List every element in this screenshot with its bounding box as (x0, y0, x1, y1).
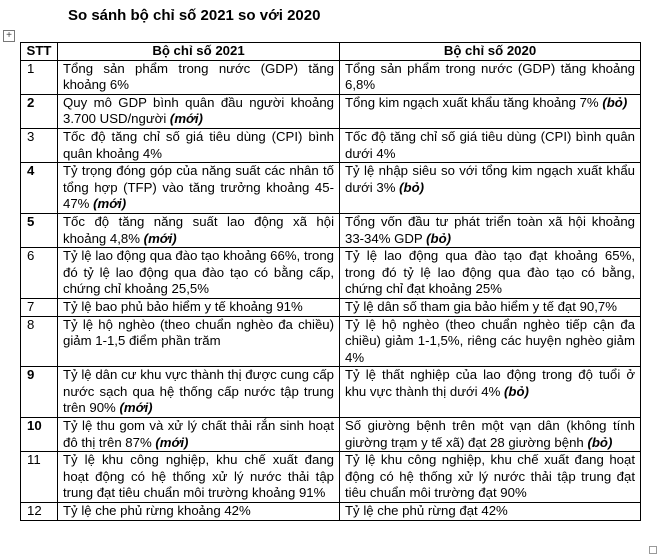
indicator-2020 (340, 94, 641, 128)
indicator-text: Tỷ lệ thất nghiệp của lao động trong độ tuổi ở khu vực thành thị dưới 4% (345, 367, 635, 399)
row-stt: 12 (21, 503, 58, 521)
indicator-2020 (340, 60, 641, 94)
row-stt: 4 (21, 163, 58, 214)
indicator-2021 (58, 248, 340, 299)
indicator-2021 (58, 163, 340, 214)
status-tag: (bỏ) (399, 179, 425, 195)
indicator-2021 (58, 213, 340, 247)
indicator-text: Tỷ lệ nhập siêu so với tổng kim ngạch xuất khẩu dưới 3% (345, 163, 635, 195)
indicator-2020 (340, 367, 641, 418)
indicator-text: Tốc độ tăng năng suất lao động xã hội khoảng 4,8% (63, 213, 334, 246)
table-row (21, 128, 641, 162)
indicator-text: Tỷ lệ thu gom và xử lý chất thải rắn sinh hoạt đô thị trên 87% (63, 418, 334, 450)
indicator-2020 (340, 503, 641, 521)
row-stt: 3 (21, 128, 58, 162)
indicator-text: Tổng vốn đầu tư phát triển toàn xã hội khoảng 33-34% GDP (345, 213, 635, 246)
table-row (21, 367, 641, 418)
table-row (21, 298, 641, 316)
row-stt: 9 (21, 367, 58, 418)
status-tag: (bỏ) (587, 434, 613, 450)
indicator-text: Tỷ lệ khu công nghiệp, khu chế xuất đang hoạt động có hệ thống xử lý nước thải tập trung đạt tiêu chuẩn môi trường khoảng 91% (63, 452, 334, 501)
indicator-2020 (340, 298, 641, 316)
status-tag: (mới) (119, 400, 153, 416)
row-stt: 11 (21, 452, 58, 503)
indicator-2021 (58, 94, 340, 128)
indicator-2021 (58, 452, 340, 503)
header-stt: STT (21, 43, 58, 61)
table-header-row (21, 43, 641, 61)
table-move-handle-icon[interactable]: + (3, 30, 15, 42)
table-resize-handle-icon[interactable] (649, 546, 657, 554)
status-tag: (bỏ) (602, 94, 628, 110)
row-stt: 5 (21, 213, 58, 247)
status-tag: (bỏ) (426, 230, 452, 246)
status-tag: (mới) (143, 230, 177, 246)
status-tag: (mới) (155, 434, 189, 450)
table-row (21, 248, 641, 299)
indicator-2020 (340, 163, 641, 214)
indicator-text: Tỷ lệ che phủ rừng khoảng 42% (63, 503, 251, 519)
status-tag: (bỏ) (504, 383, 529, 399)
indicator-text: Tỷ lệ hộ nghèo (theo chuẩn nghèo tiếp cận đa chiều) giảm 1-1,5%, riêng các huyện nghèo giảm 4% (345, 316, 635, 365)
indicator-text: Tỷ lệ dân cư khu vực thành thị được cung cấp nước sạch qua hệ thống cấp nước tập trung trên 90% (63, 367, 334, 416)
row-stt: 7 (21, 298, 58, 316)
indicator-text: Tỷ lệ khu công nghiệp, khu chế xuất đang hoạt động có hệ thống xử lý nước thải tập trung đạt tiêu chuẩn môi trường đạt 90% (345, 452, 635, 501)
indicator-2021 (58, 418, 340, 452)
indicator-2021 (58, 60, 340, 94)
indicator-text: Tỷ trọng đóng góp của năng suất các nhân tố tổng hợp (TFP) vào tăng trưởng khoảng 45-47% (63, 163, 334, 212)
indicator-text: Quy mô GDP bình quân đầu người khoảng 3.700 USD/người (63, 94, 334, 127)
table-row (21, 213, 641, 247)
page-title: So sánh bộ chỉ số 2021 so với 2020 (68, 7, 321, 24)
indicator-text: Số giường bệnh trên một vạn dân (không tính giường trạm y tế xã) đạt 28 giường bệnh (345, 418, 635, 450)
status-tag: (mới) (93, 196, 127, 212)
header-2020: Bộ chỉ số 2020 (340, 43, 641, 61)
indicator-2021 (58, 503, 340, 521)
table-row (21, 452, 641, 503)
indicator-text: Tỷ lệ dân số tham gia bảo hiểm y tế đạt 90,7% (345, 298, 617, 314)
indicator-text: Tổng sản phẩm trong nước (GDP) tăng khoảng 6% (63, 60, 334, 93)
table-row (21, 60, 641, 94)
indicator-2020 (340, 316, 641, 367)
indicator-text: Tốc độ tăng chỉ số giá tiêu dùng (CPI) bình quân khoảng 4% (63, 128, 334, 161)
comparison-table (20, 42, 641, 521)
indicator-2020 (340, 128, 641, 162)
header-2021: Bộ chỉ số 2021 (58, 43, 340, 61)
indicator-2020 (340, 418, 641, 452)
status-tag: (mới) (169, 111, 203, 127)
table-row (21, 418, 641, 452)
indicator-2021 (58, 298, 340, 316)
indicator-text: Tỷ lệ bao phủ bảo hiểm y tế khoảng 91% (63, 298, 303, 314)
indicator-text: Tỷ lệ che phủ rừng đạt 42% (345, 503, 508, 519)
row-stt: 2 (21, 94, 58, 128)
indicator-2021 (58, 316, 340, 367)
indicator-text: Tỷ lệ lao động qua đào tạo đạt khoảng 65%, trong đó tỷ lệ lao động qua đào tạo có bằng, chứng chỉ đạt khoảng 25% (345, 248, 635, 297)
indicator-2021 (58, 367, 340, 418)
indicator-text: Tổng kim ngạch xuất khẩu tăng khoảng 7% (345, 94, 599, 110)
row-stt: 1 (21, 60, 58, 94)
indicator-2020 (340, 248, 641, 299)
indicator-text: Tỷ lệ lao động qua đào tạo khoảng 66%, trong đó tỷ lệ lao động qua đào tạo có bằng cấp, chứng chỉ khoảng 25,5% (63, 248, 334, 297)
indicator-text: Tỷ lệ hộ nghèo (theo chuẩn nghèo đa chiều) giảm 1-1,5 điểm phần trăm (63, 316, 334, 349)
table-row (21, 316, 641, 367)
row-stt: 6 (21, 248, 58, 299)
indicator-2020 (340, 213, 641, 247)
indicator-2020 (340, 452, 641, 503)
indicator-2021 (58, 128, 340, 162)
table-row (21, 163, 641, 214)
table-row (21, 94, 641, 128)
indicator-text: Tốc độ tăng chỉ số giá tiêu dùng (CPI) bình quân dưới 4% (345, 128, 635, 161)
table-row (21, 503, 641, 521)
row-stt: 8 (21, 316, 58, 367)
indicator-text: Tổng sản phẩm trong nước (GDP) tăng khoảng 6,8% (345, 60, 635, 93)
row-stt: 10 (21, 418, 58, 452)
